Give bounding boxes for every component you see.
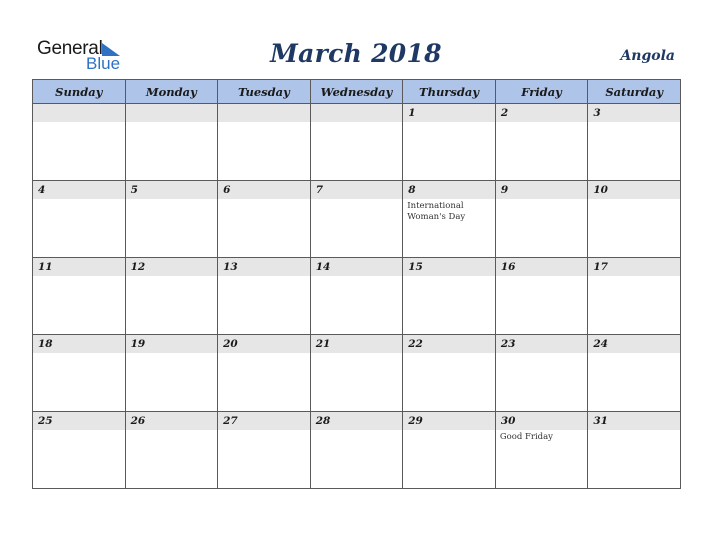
week-row — [33, 412, 681, 489]
month-calendar — [32, 79, 681, 486]
day-number: 4 — [38, 184, 46, 196]
day-number-band — [588, 104, 680, 122]
day-cell — [310, 104, 403, 181]
day-cell — [588, 104, 681, 181]
day-number: 31 — [593, 415, 608, 427]
day-number: 24 — [593, 338, 608, 350]
day-cell — [403, 104, 496, 181]
logo-text-general: General — [37, 38, 103, 59]
day-cell — [218, 335, 311, 412]
day-number-band — [403, 181, 495, 199]
week-row — [33, 258, 681, 335]
calendar-body — [33, 104, 681, 489]
day-cell — [310, 335, 403, 412]
day-cell — [403, 181, 496, 258]
day-cell — [125, 412, 218, 489]
day-number: 5 — [130, 184, 138, 196]
day-cell — [125, 335, 218, 412]
day-cell — [495, 181, 588, 258]
day-number: 26 — [130, 415, 146, 427]
day-cell — [588, 335, 681, 412]
week-row — [33, 104, 681, 181]
day-number: 25 — [38, 415, 53, 427]
day-number: 11 — [38, 261, 53, 273]
calendar-title: March 2018 — [270, 39, 442, 68]
day-cell — [310, 412, 403, 489]
weekday-header: Monday — [125, 80, 218, 104]
day-number-band — [496, 104, 588, 122]
day-number-band — [496, 181, 588, 199]
day-cell — [33, 104, 126, 181]
day-number-band — [33, 181, 125, 199]
day-number: 17 — [593, 261, 608, 273]
day-cell — [218, 104, 311, 181]
day-number: 29 — [408, 415, 423, 427]
day-cell — [588, 412, 681, 489]
day-number: 16 — [500, 261, 516, 273]
day-cell — [495, 258, 588, 335]
day-number: 23 — [500, 338, 516, 350]
day-number: 18 — [38, 338, 53, 350]
day-number: 19 — [130, 338, 146, 350]
day-cell — [588, 258, 681, 335]
day-number: 27 — [223, 415, 238, 427]
day-cell — [218, 181, 311, 258]
day-number-band — [311, 104, 403, 122]
day-cell — [218, 412, 311, 489]
day-number: 8 — [408, 184, 416, 196]
day-number-band — [311, 181, 403, 199]
day-number-band — [218, 104, 310, 122]
week-row — [33, 335, 681, 412]
day-cell — [310, 258, 403, 335]
day-number: 14 — [315, 261, 331, 273]
day-cell — [125, 258, 218, 335]
holiday-label: Good Friday — [499, 432, 553, 442]
day-cell — [33, 258, 126, 335]
day-cell — [403, 412, 496, 489]
day-cell — [403, 335, 496, 412]
day-cell — [33, 335, 126, 412]
day-number: 22 — [408, 338, 423, 350]
day-number: 7 — [315, 184, 323, 196]
day-number: 6 — [223, 184, 231, 196]
day-number: 30 — [500, 415, 516, 427]
day-number-band — [126, 181, 218, 199]
weekday-header: Friday — [495, 80, 588, 104]
weekday-header: Thursday — [403, 80, 496, 104]
day-cell — [310, 181, 403, 258]
day-number: 15 — [408, 261, 423, 273]
day-number: 9 — [500, 184, 509, 196]
day-number: 2 — [500, 107, 509, 119]
day-cell — [125, 181, 218, 258]
day-number-band — [218, 181, 310, 199]
logo-text-blue: Blue — [86, 54, 121, 73]
day-cell — [33, 412, 126, 489]
day-cell — [495, 335, 588, 412]
holiday-label: International Woman's Day — [407, 201, 466, 222]
day-cell — [33, 181, 126, 258]
day-number-band — [403, 104, 495, 122]
week-row — [33, 181, 681, 258]
day-number: 1 — [408, 107, 416, 119]
day-cell — [588, 181, 681, 258]
day-cell — [495, 412, 588, 489]
day-number: 10 — [593, 184, 608, 196]
day-number: 13 — [223, 261, 238, 273]
day-cell — [125, 104, 218, 181]
day-number: 12 — [130, 261, 146, 273]
day-number: 28 — [315, 415, 331, 427]
day-cell — [495, 104, 588, 181]
day-cell — [403, 258, 496, 335]
day-cell — [218, 258, 311, 335]
calendar-grid — [32, 79, 681, 489]
country-label: Angola — [620, 48, 675, 64]
weekday-header-row — [33, 80, 681, 104]
day-number: 3 — [593, 107, 601, 119]
day-number: 20 — [223, 338, 238, 350]
weekday-header: Saturday — [588, 80, 681, 104]
day-number-band — [33, 104, 125, 122]
day-number-band — [126, 104, 218, 122]
day-number: 21 — [315, 338, 331, 350]
weekday-header: Tuesday — [218, 80, 311, 104]
weekday-header: Sunday — [33, 80, 126, 104]
weekday-header: Wednesday — [310, 80, 403, 104]
